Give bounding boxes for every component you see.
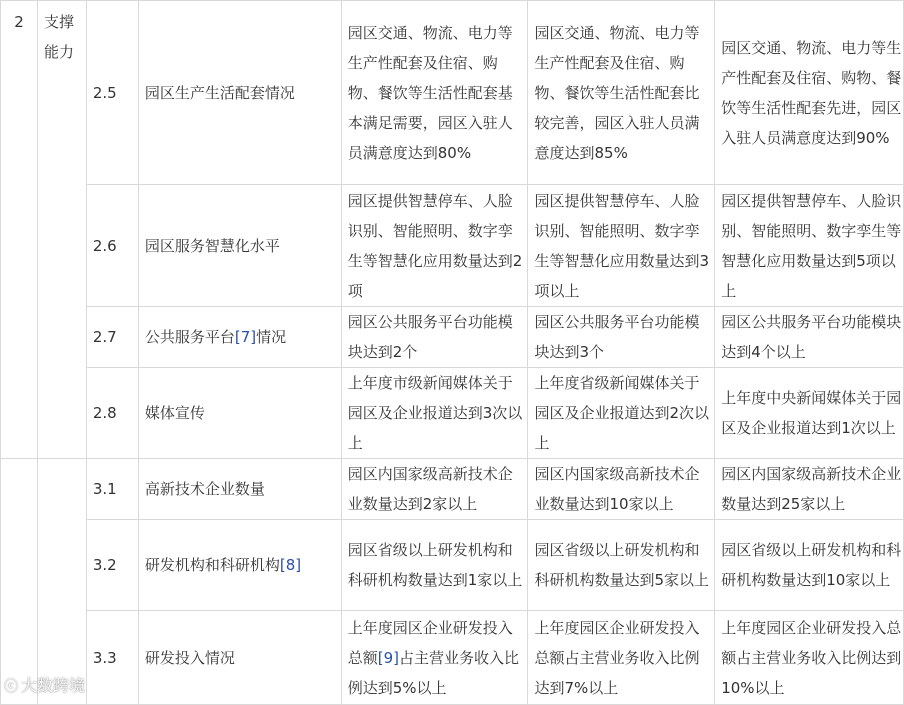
watermark-text: 大数跨境 — [21, 676, 86, 695]
level-good: 上年度省级新闻媒体关于园区及企业报道达到2次以上 — [528, 368, 715, 459]
table-row — [1, 520, 904, 611]
section-number — [1, 459, 38, 705]
criterion-cell: 园区生产生活配套情况 — [138, 1, 341, 185]
level-excellent: 园区提供智慧停车、人脸识别、智能照明、数字孪生等智慧化应用数量达到5项以上 — [715, 185, 904, 307]
table-row — [1, 307, 904, 368]
level-excellent: 园区公共服务平台功能模块达到4个以上 — [715, 307, 904, 368]
criterion-cell: 公共服务平台[7]情况 — [138, 307, 341, 368]
level-good: 园区内国家级高新技术企业数量达到10家以上 — [528, 459, 715, 520]
table-row — [1, 459, 904, 520]
level-excellent: 园区内国家级高新技术企业数量达到25家以上 — [715, 459, 904, 520]
section-number: 2 — [1, 1, 38, 459]
footnote-link[interactable]: [9] — [377, 648, 400, 667]
level-basic: 园区公共服务平台功能模块达到2个 — [341, 307, 528, 368]
level-excellent: 上年度园区企业研发投入总额占主营业务收入比例达到10%以上 — [715, 611, 904, 705]
level-good: 园区提供智慧停车、人脸识别、智能照明、数字孪生等智慧化应用数量达到3项以上 — [528, 185, 715, 307]
item-code: 2.5 — [86, 1, 138, 185]
level-good: 园区公共服务平台功能模块达到3个 — [528, 307, 715, 368]
item-code: 2.7 — [86, 307, 138, 368]
criterion-cell: 高新技术企业数量 — [138, 459, 341, 520]
item-code: 2.6 — [86, 185, 138, 307]
level-excellent: 上年度中央新闻媒体关于园区及企业报道达到1次以上 — [715, 368, 904, 459]
level-basic: 上年度园区企业研发投入总额[9]占主营业务收入比例达到5%以上 — [341, 611, 528, 705]
footnote-link[interactable]: [8] — [279, 556, 302, 574]
criterion-cell: 媒体宣传 — [138, 368, 341, 459]
level-basic: 园区内国家级高新技术企业数量达到2家以上 — [341, 459, 528, 520]
table-row — [1, 611, 904, 705]
level-good: 园区交通、物流、电力等生产性配套及住宿、购物、餐饮等生活性配套比较完善，园区入驻人员满意度达到85% — [528, 1, 715, 185]
item-code: 3.1 — [86, 459, 138, 520]
level-excellent: 园区交通、物流、电力等生产性配套及住宿、购物、餐饮等生活性配套先进，园区入驻人员满意度达到90% — [715, 1, 904, 185]
section-name: 支撑能力 — [37, 1, 86, 459]
table-row — [1, 1, 904, 185]
level-good: 园区省级以上研发机构和科研机构数量达到5家以上 — [528, 520, 715, 611]
level-basic: 园区提供智慧停车、人脸识别、智能照明、数字孪生等智慧化应用数量达到2项 — [341, 185, 528, 307]
level-excellent: 园区省级以上研发机构和科研机构数量达到10家以上 — [715, 520, 904, 611]
watermark-logo-icon: ⓒ — [4, 679, 18, 695]
level-basic: 园区交通、物流、电力等生产性配套及住宿、购物、餐饮等生活性配套基本满足需要，园区入驻人员满意度达到80% — [341, 1, 528, 185]
watermark — [4, 673, 85, 696]
criterion-cell: 研发投入情况 — [138, 611, 341, 705]
item-code: 3.2 — [86, 520, 138, 611]
table-row — [1, 368, 904, 459]
level-good: 上年度园区企业研发投入总额占主营业务收入比例达到7%以上 — [528, 611, 715, 705]
level-basic: 园区省级以上研发机构和科研机构数量达到1家以上 — [341, 520, 528, 611]
item-code: 3.3 — [86, 611, 138, 705]
footnote-link[interactable]: [7] — [234, 328, 257, 346]
table-row — [1, 185, 904, 307]
item-code: 2.8 — [86, 368, 138, 459]
criterion-cell: 研发机构和科研机构[8] — [138, 520, 341, 611]
level-basic: 上年度市级新闻媒体关于园区及企业报道达到3次以上 — [341, 368, 528, 459]
criterion-cell: 园区服务智慧化水平 — [138, 185, 341, 307]
section-name — [37, 459, 86, 705]
